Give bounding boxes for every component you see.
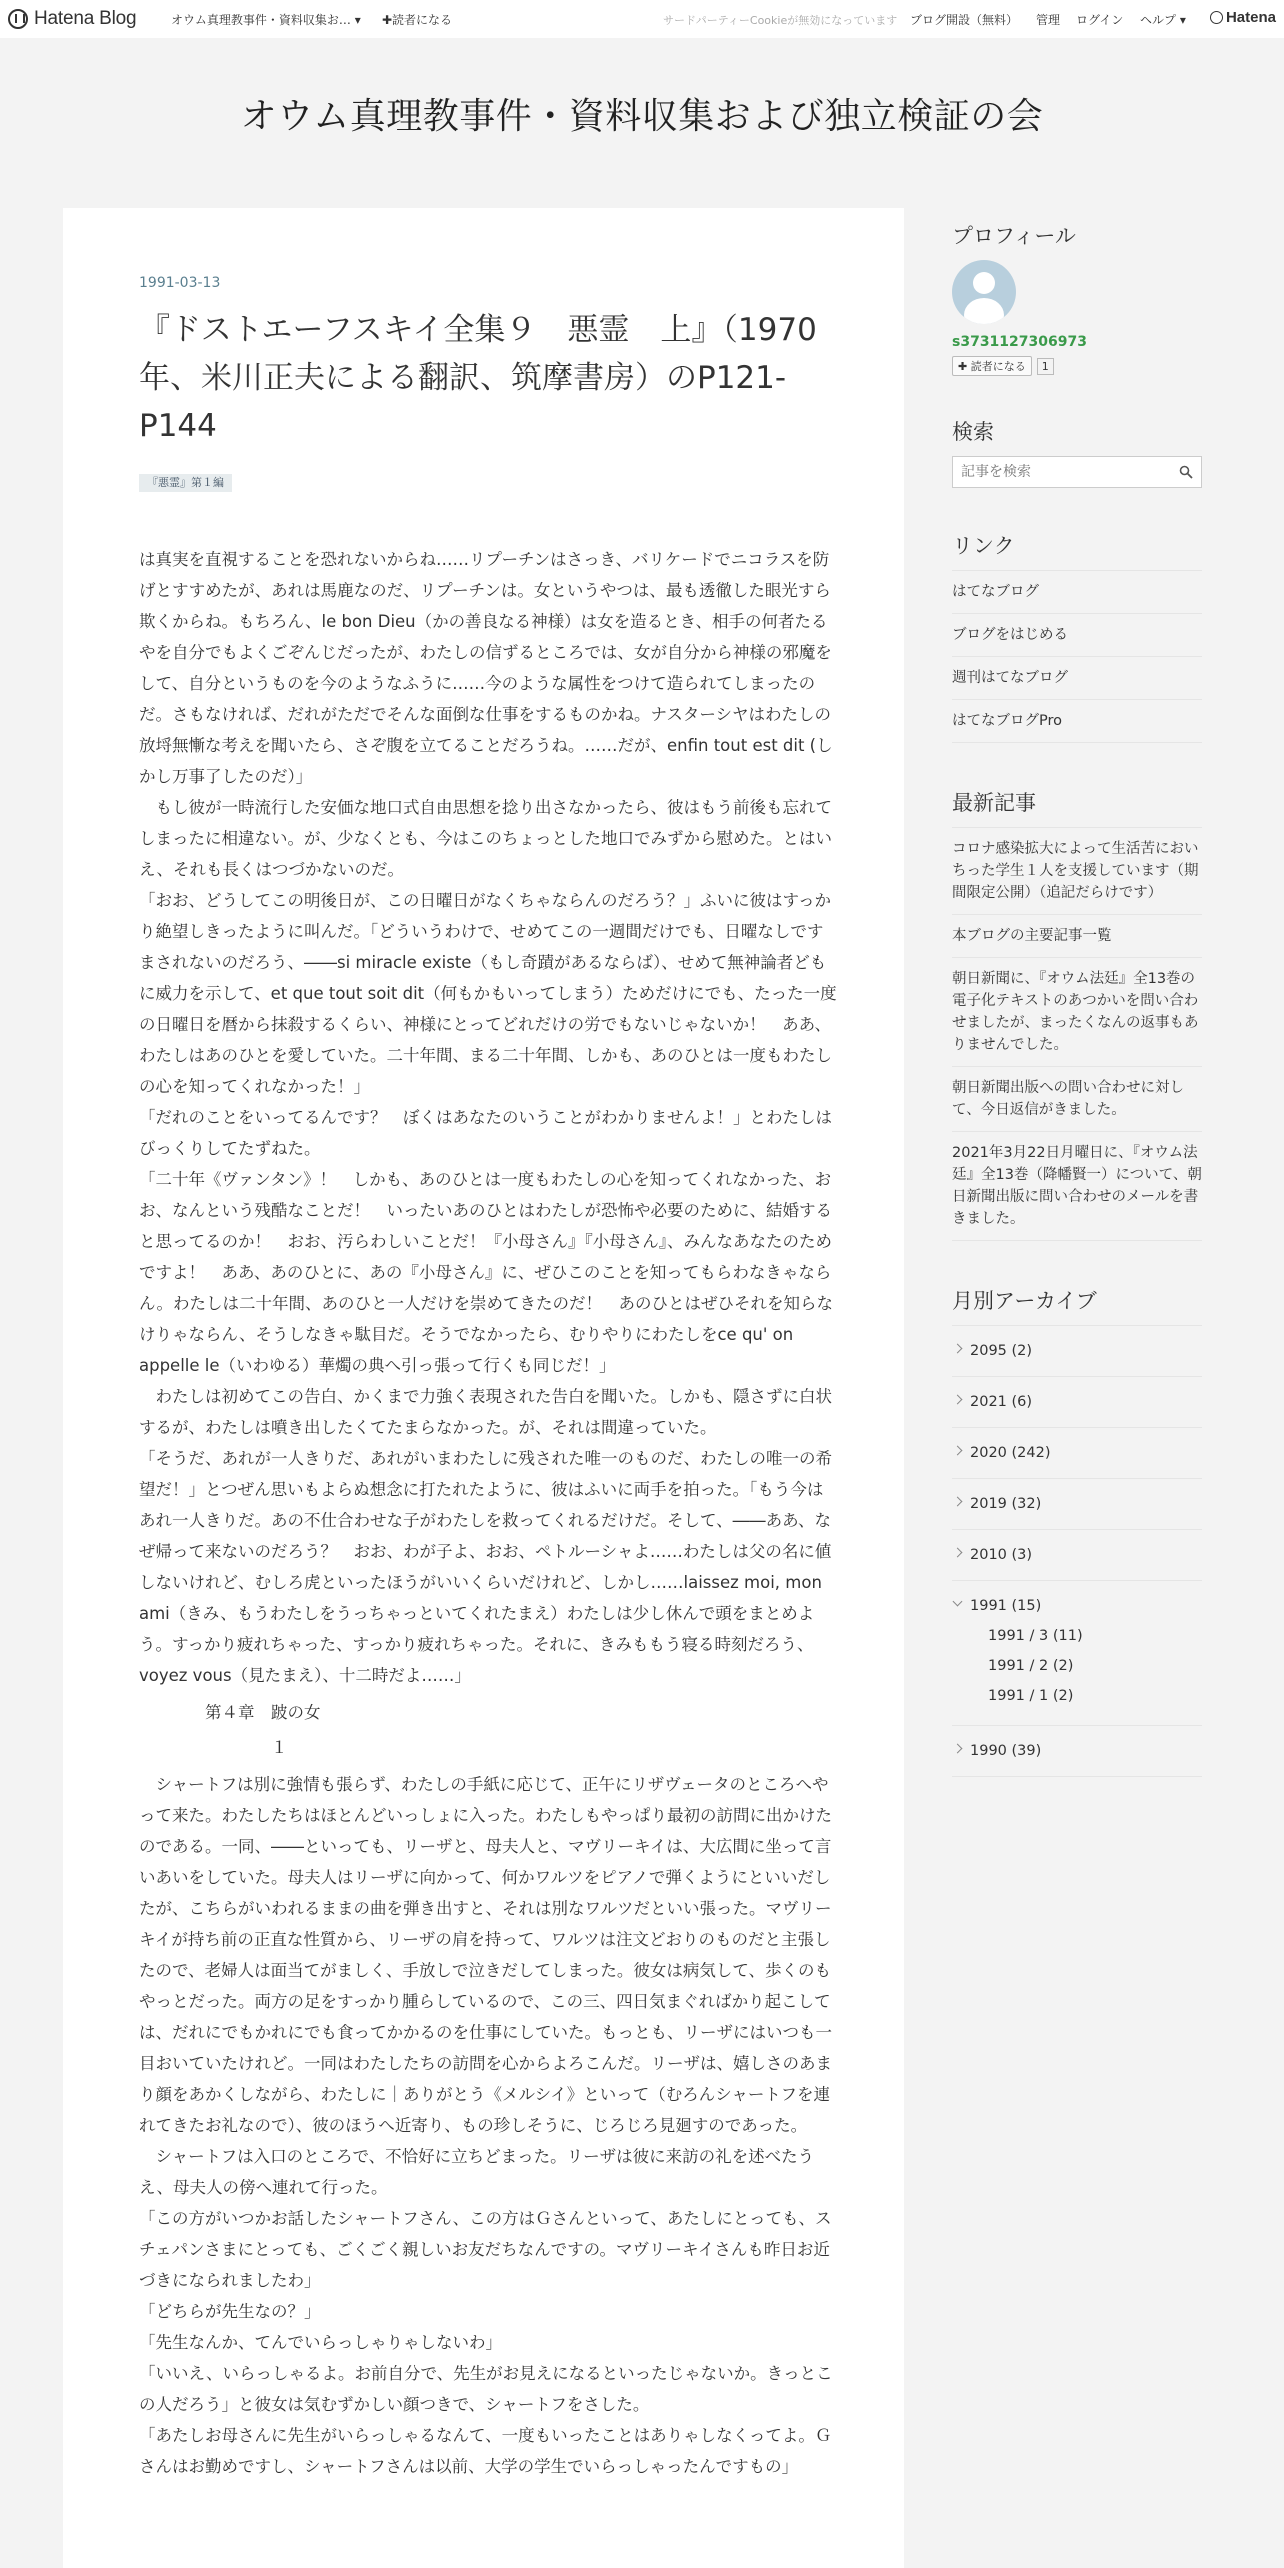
archive-year-label: 2010 (3)	[970, 1547, 1033, 1563]
profile-module	[952, 220, 1202, 376]
archive-year-label: 2095 (2)	[970, 1343, 1033, 1359]
archive-year-label: 2019 (32)	[970, 1496, 1042, 1512]
search-box	[952, 456, 1202, 488]
admin-link[interactable]: 管理	[1036, 13, 1061, 27]
login-link[interactable]: ログイン	[1076, 13, 1124, 27]
blog-title[interactable]: オウム真理教事件・資料収集および独立検証の会	[240, 96, 1044, 137]
category-tag[interactable]: 『悪霊』第１編	[139, 474, 232, 492]
chevron-right-icon[interactable]	[953, 1446, 963, 1456]
hatena-link[interactable]	[1210, 9, 1276, 26]
paragraph: 「二十年《ヴァンタン》！ しかも、あのひとは一度もわたしの心を知ってくれなかった、おお、なんという残酷なことだ！ いったいあのひとはわたしが恐怖や必要のために、結婚すると思ってるのか！ おお、汚らわしいことだ！『小母さん』『小母さん』、みんなあなたのためですよ！ ああ、あのひとに、あの『小母さん』に、ぜひこのことを知ってもらわなきゃならん。わたしは二十年間、あのひと一人だけを崇めてきたのだ！ あのひとはぜひそれを知らなけりゃならん、そうしなきゃ駄目だ。そうでなかったら、むりやりにわたしをce qu' on appelle le（いわゆる）華燭の典へ引っ張って行くも同じだ！」	[139, 1170, 833, 1375]
avatar[interactable]	[952, 260, 1016, 324]
hatena-logo-icon	[8, 9, 28, 29]
paragraph: シャートフは入口のところで、不恰好に立ちどまった。リーザは彼に来訪の礼を述べたうえ、母夫人の傍へ連れて行った。	[139, 2147, 815, 2197]
hatena-text: Hatena	[1225, 9, 1276, 26]
reader-count[interactable]: 1	[1037, 358, 1054, 375]
chevron-right-icon[interactable]	[953, 1744, 963, 1754]
main-content	[63, 208, 904, 2568]
chevron-right-icon[interactable]	[953, 1344, 963, 1354]
archive-year-label: 2021 (6)	[970, 1394, 1033, 1410]
recent-entry-link[interactable]: 2021年3月22日月曜日に、『オウム法廷』全13巻（降幡賢一）について、朝日新聞出版に問い合わせのメールを書きました。	[952, 1132, 1202, 1241]
links-heading: リンク	[952, 534, 1015, 558]
archive-month-link[interactable]: 1991 / 2 (2)	[988, 1658, 1074, 1674]
profile-heading: プロフィール	[952, 224, 1076, 248]
link-item[interactable]: はてなブログ	[952, 571, 1202, 614]
paragraph: 「だれのことをいってるんです？ ぼくはあなたのいうことがわかりませんよ！」とわたしはびっくりしてたずねた。	[139, 1108, 832, 1158]
become-reader-button[interactable]: ✚ 読者になる	[952, 356, 1032, 376]
archive-year[interactable]	[952, 1428, 1202, 1479]
global-header	[0, 0, 1284, 38]
open-blog-link[interactable]: ブログ開設（無料）	[910, 13, 1019, 27]
hatena-mini-icon	[1210, 11, 1223, 24]
entry-body	[139, 544, 839, 2482]
chevron-down-icon[interactable]	[953, 1597, 963, 1607]
paragraph: 「どちらが先生なの？」	[139, 2302, 321, 2321]
recent-list	[952, 827, 1202, 1241]
chevron-right-icon[interactable]	[953, 1395, 963, 1405]
help-dropdown[interactable]: ヘルプ ▾	[1140, 13, 1186, 27]
reader-row	[952, 356, 1202, 376]
paragraph: 「おお、どうしてこの明後日が、この日曜日がなくちゃならんのだろう？」ふいに彼はすっかり絶望しきったように叫んだ。「どういうわけで、せめてこの一週間だけでも、日曜なしですまされないのだろう、――si miracle existe（もし奇蹟があるならば）、せめて無神論者どもに威力を示して、et que tout soit dit（何もかもいってしまう）ためだけにでも、たった一度の日曜日を暦から抹殺するくらい、神様にとってどれだけの労でもないじゃないか！ ああ、わたしはあのひとを愛していた。二十年間、まる二十年間、しかも、あのひとは一度もわたしの心を知ってくれなかった！」	[139, 891, 837, 1096]
paragraph: 「あたしお母さんに先生がいらっしゃるなんて、一度もいったことはありゃしなくってよ。Ｇさんはお勤めですし、シャートフさんは以前、大学の学生でいらっしゃったんですもの」	[139, 2426, 832, 2476]
search-heading: 検索	[952, 420, 994, 444]
blog-menu-dropdown[interactable]: オウム真理教事件・資料収集お… ▾	[171, 13, 361, 27]
archive-year[interactable]	[952, 1479, 1202, 1530]
archive-module	[952, 1285, 1202, 1777]
archive-heading: 月別アーカイブ	[952, 1289, 1097, 1313]
links-module	[952, 530, 1202, 743]
search-module	[952, 416, 1202, 488]
logo-text: Hatena Blog	[34, 8, 137, 29]
username-link[interactable]: s3731127306973	[952, 334, 1087, 350]
link-item[interactable]: ブログをはじめる	[952, 614, 1202, 657]
recent-heading: 最新記事	[952, 791, 1036, 815]
archive-year[interactable]	[952, 1530, 1202, 1581]
paragraph: もし彼が一時流行した安価な地口式自由思想を捻り出さなかったら、彼はもう前後も忘れてしまったに相違ない。が、少なくとも、今はこのちょっとした地口でみずから慰めた。とはいえ、それも長くはつづかないのだ。	[139, 798, 832, 879]
recent-entry-link[interactable]: コロナ感染拡大によって生活苦においちった学生１人を支援しています（期間限定公開）（追記だらけです）	[952, 828, 1202, 915]
paragraph: は真実を直視することを恐れないからね……リプーチンはさっき、バリケードでニコラスを防げとすすめたが、あれは馬鹿なのだ、リプーチンは。女というやつは、最も透徹した眼光すら欺くからね。もちろん、le bon Dieu（かの善良なる神様）は女を造るとき、相手の何者たるやを自分でもよくごぞんじだったが、わたしの信ずるところでは、女が自分から神様の邪魔をして、自分というものを今のようなふうに……今のような属性をつけて造られてしまったのだ。さもなければ、だれがただでそんな面倒な仕事をするものかね。ナスターシヤはわたしの放埒無慚な考えを聞いたら、さぞ腹を立てることだろうね。……だが、enfin tout est dit (しかし万事了したのだ）」	[139, 550, 833, 786]
archive-year-label: 1991 (15)	[970, 1598, 1042, 1614]
chapter-heading: 第４章 跛の女	[139, 1703, 321, 1722]
recent-entry-link[interactable]: 朝日新聞に、『オウム法廷』全13巻の電子化テキストのあつかいを問い合わせましたが、まったくなんの返事もありませんでした。	[952, 958, 1202, 1067]
hatena-blog-logo[interactable]	[8, 8, 136, 30]
archive-year-label: 2020 (242)	[970, 1445, 1051, 1461]
paragraph: 「先生なんか、てんでいらっしゃりゃしないわ」	[139, 2333, 502, 2352]
archive-list	[952, 1325, 1202, 1777]
archive-year[interactable]	[952, 1326, 1202, 1377]
cookie-notice: サードパーティーCookieが無効になっています	[663, 14, 898, 27]
archive-year-label: 1990 (39)	[970, 1743, 1042, 1759]
archive-month-link[interactable]: 1991 / 3 (11)	[988, 1628, 1083, 1644]
chevron-right-icon[interactable]	[953, 1497, 963, 1507]
chevron-right-icon[interactable]	[953, 1548, 963, 1558]
archive-year[interactable]	[952, 1377, 1202, 1428]
links-list	[952, 570, 1202, 743]
archive-month-link[interactable]: 1991 / 1 (2)	[988, 1688, 1074, 1704]
archive-year-expanded[interactable]	[952, 1581, 1202, 1726]
paragraph: 「いいえ、いらっしゃるよ。お前自分で、先生がお見えになるといったじゃないか。きっとこの人だろう」と彼女は気むずかしい顔つきで、シャートフをさした。	[139, 2364, 833, 2414]
archive-months	[970, 1617, 1202, 1711]
section-number: １	[139, 1738, 288, 1757]
search-input[interactable]	[961, 464, 1161, 480]
entry-title[interactable]: 『ドストエーフスキイ全集９ 悪霊 上』（1970年、米川正夫による翻訳、筑摩書房）のP121-P144	[139, 312, 817, 444]
link-item[interactable]: 週刊はてなブログ	[952, 657, 1202, 700]
paragraph: わたしは初めてこの告白、かくまで力強く表現された告白を聞いた。しかも、隠さずに白状するが、わたしは噴き出したくてたまらなかった。が、それは間違っていた。	[139, 1387, 832, 1437]
paragraph: 「この方がいつかお話したシャートフさん、この方はＧさんといって、あたしにとっても、スチェパンさまにとっても、ごくごく親しいお友だちなんですの。マヴリーキイさんも昨日お近づきになられましたわ」	[139, 2209, 832, 2290]
sidebar	[952, 220, 1202, 1777]
archive-year[interactable]	[952, 1726, 1202, 1777]
become-reader-link[interactable]: ✚読者になる	[382, 13, 453, 27]
search-icon[interactable]	[1179, 465, 1193, 479]
link-item[interactable]: はてなブログPro	[952, 700, 1202, 743]
recent-entry-link[interactable]: 朝日新聞出版への問い合わせに対して、今日返信がきました。	[952, 1067, 1202, 1132]
paragraph: シャートフは別に強情も張らず、わたしの手紙に応じて、正午にリザヴェータのところへやって来た。わたしたちはほとんどいっしょに入った。わたしもやっぱり最初の訪問に出かけたのである。一同、――といっても、リーザと、母夫人と、マヴリーキイは、大広間に坐って言いあいをしていた。母夫人はリーザに向かって、何かワルツをピアノで弾くようにといいだしたが、こちらがいわれるままの曲を弾き出すと、それは別なワルツだといい張った。マヴリーキイが持ち前の正直な性質から、リーザの肩を持って、ワルツは注文どおりのものだと主張したので、老婦人は面当てがましく、手放しで泣きだしてしまった。彼女は病気して、歩くのもやっとだった。両方の足をすっかり腫らしているので、この三、四日気まぐればかり起こしては、だれにでもかれにでも食ってかかるのを仕事にしていた。もっとも、リーザにはいつも一目おいていたけれど。一同はわたしたちの訪問を心からよろこんだ。リーザは、嬉しさのあまり顔をあかくしながら、わたしに｜ありがとう《メルシイ》といって（むろんシャートフを連れてきたお礼なので）、彼のほうへ近寄り、もの珍しそうに、じろじろ見廻すのであった。	[139, 1775, 832, 2135]
recent-entry-link[interactable]: 本ブログの主要記事一覧	[952, 915, 1202, 958]
paragraph: 「そうだ、あれが一人きりだ、あれがいまわたしに残された唯一のものだ、わたしの唯一の希望だ！」とつぜん思いもよらぬ想念に打たれたように、彼はふいに両手を拍った。「もう今はあれ一人きりだ。あの不仕合わせな子がわたしを救ってくれるだけだ。そして、――ああ、なぜ帰って来ないのだろう？ おお、わが子よ、おお、ペトルーシャよ……わたしは父の名に値しないけれど、むしろ虎といったほうがいいくらいだけれど、しかし……laissez moi, mon ami（きみ、もうわたしをうっちゃっといてくれたまえ）わたしは少し休んで頭をまとめよう。すっかり疲れちゃった、すっかり疲れちゃった。それに、きみももう寝る時刻だろう、voyez vous（見たまえ）、十二時だよ……」	[139, 1449, 832, 1685]
entry-date[interactable]: 1991-03-13	[139, 275, 221, 291]
recent-entries-module	[952, 787, 1202, 1241]
